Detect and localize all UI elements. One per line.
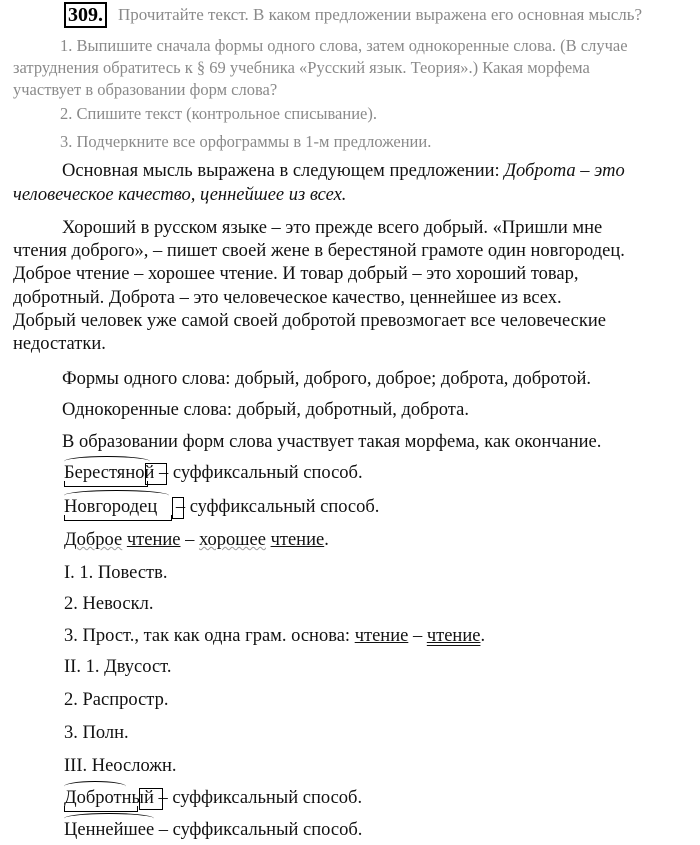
word-text: Ценнейшее [64, 820, 155, 840]
morpheme-parse-word [64, 787, 154, 809]
word-text: Добротный [64, 788, 154, 808]
morpheme-parse-word [64, 819, 154, 841]
analysis-line [64, 625, 485, 647]
modifier-word: Доброе [64, 530, 123, 550]
period: . [324, 530, 329, 550]
word-text: Берестяной [64, 463, 155, 483]
morpheme-parse-word [64, 462, 154, 484]
sentence-parse-line [64, 529, 329, 551]
text-line: добротный. Доброта – это человеческое качество, ценнейшее из всех. [13, 288, 562, 308]
forms-line: Формы одного слова: добрый, доброго, доброе; доброта, добротой. [62, 369, 591, 389]
formation-method: – суффиксальный способ. [154, 820, 363, 840]
text-line: чтения доброго», – пишет своей жене в берестяной грамоте один новгородец. [13, 241, 625, 261]
word-parse-line [64, 496, 379, 518]
formation-method: – суффиксальный способ. [171, 497, 380, 517]
text-line: Хороший в русском языке – это прежде всего добрый. «Пришли мне [62, 218, 603, 238]
analysis-text: 3. Прост., так как одна грам. основа: [64, 626, 355, 646]
word-text: Новгородец [64, 497, 158, 517]
main-idea-prefix: Основная мысль выражена в следующем предложении: [62, 161, 505, 181]
main-idea-quote-cont-text: человеческое качество, ценнейшее из всех. [13, 185, 347, 205]
subject-word: чтение [270, 530, 325, 550]
analysis-line: III. Неосложн. [64, 756, 177, 776]
word-parse-line [64, 819, 362, 841]
cognates-line: Однокоренные слова: добрый, добротный, доброта. [62, 400, 469, 420]
task-item-line: участвует в образовании форм слова? [13, 80, 278, 99]
exercise-number: 309. [64, 2, 107, 28]
grammatical-subject: чтение [354, 626, 409, 646]
text-line: Добрый человек уже самой своей добротой превозмогает все человеческие [13, 311, 606, 331]
text-line: недостатки. [13, 334, 106, 354]
morpheme-line: В образовании форм слова участвует такая морфема, как окончание. [62, 432, 602, 452]
exercise-prompt: Прочитайте текст. В каком предложении выражена его основная мысль? [118, 5, 643, 24]
analysis-line: 2. Распростр. [64, 690, 169, 710]
dash: – [180, 530, 199, 550]
task-item-line: 1. Выпишите сначала формы одного слова, затем однокоренные слова. (В случае [60, 36, 628, 55]
morpheme-parse-word [64, 496, 157, 518]
modifier-word: хорошее [198, 530, 266, 550]
task-item-line: 3. Подчеркните все орфограммы в 1-м предложении. [60, 132, 432, 151]
formation-method: – суффиксальный способ. [154, 463, 363, 483]
main-idea-line [62, 160, 625, 182]
period: . [480, 626, 486, 646]
grammatical-predicate: чтение [426, 626, 481, 646]
dash: – [408, 626, 427, 646]
main-idea-quote-cont [13, 184, 346, 206]
word-parse-line [64, 787, 362, 809]
analysis-line: I. 1. Повеств. [64, 563, 168, 583]
main-idea-quote: Доброта – это [504, 161, 625, 181]
subject-word: чтение [126, 530, 181, 550]
analysis-line: 2. Невоскл. [64, 594, 154, 614]
task-item-line: 2. Спишите текст (контрольное списывание). [60, 104, 377, 123]
word-parse-line [64, 462, 363, 484]
text-line: Доброе чтение – хорошее чтение. И товар добрый – это хороший товар, [13, 264, 579, 284]
formation-method: – суффиксальный способ. [153, 788, 363, 808]
task-item-line: затруднения обратитесь к § 69 учебника «Русский язык. Теория».) Какая морфема [13, 58, 590, 77]
analysis-line: 3. Полн. [64, 723, 129, 743]
analysis-line: II. 1. Двусост. [64, 657, 172, 677]
